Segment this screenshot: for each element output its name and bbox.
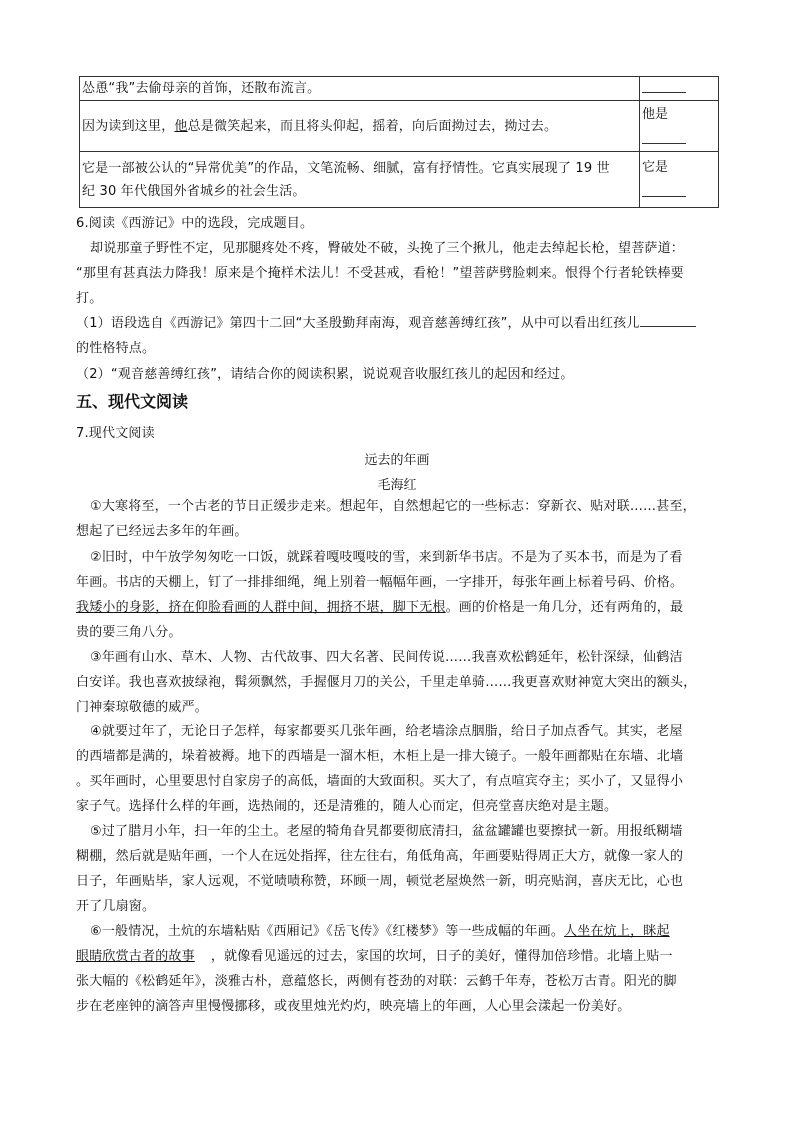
paragraph-line: ②旧时，中午放学匆匆吃一口饭，就踩着嘎吱嘎吱的雪，来到新华书店。不是为了买本书，而是为了看 (90, 550, 683, 565)
row-text-underlined: 他 (174, 118, 188, 134)
answer-blank[interactable] (642, 184, 686, 197)
paragraph-line: 想起了已经远去多年的年画。 (76, 524, 248, 539)
row-text-line1: 它是一部被公认的“异常优美”的作品，文笔流畅、细腻，富有抒情性。它真实展现了 19 世 (82, 160, 610, 176)
paragraph-text: ⑥一般情况，土炕的东墙粘贴《西厢记》《岳飞传》《红楼梦》等一些成幅的年画。 (90, 924, 565, 939)
answer-prefix: 它是 (642, 160, 669, 175)
table-row (80, 101, 719, 152)
table-cell-answer[interactable] (640, 77, 719, 101)
subquestion-text: （1）语段选自《西游记》第四十二回“大圣殷勤拜南海，观音慈善缚红孩”，从中可以看出红孩儿 (76, 316, 640, 331)
q6-passage-line: 却说那童子野性不定，见那腿疼处不疼，臀破处不破，头挽了三个揪儿，他走去绰起长枪，望菩萨道： (90, 241, 685, 256)
article-author: 毛海红 (377, 478, 417, 493)
table-cell-text (80, 152, 640, 208)
paragraph-line: ③年画有山水、草木、人物、古代故事、四大名著、民间传说……我喜欢松鹤延年，松针深绿，仙鹤洁 (90, 650, 683, 665)
underlined-sentence: 人坐在炕上，眯起 (564, 924, 670, 939)
q6-subquestion-2: （2）“观音慈善缚红孩”，请结合你的阅读积累，说说观音收服红孩儿的起因和经过。 (76, 367, 574, 382)
answer-blank[interactable] (642, 80, 686, 93)
paragraph-line (76, 598, 720, 618)
paragraph-line: 步在老座钟的滴答声里慢慢挪移，或夜里烛光灼灼，映亮墙上的年画，人心里会漾起一份美好。 (76, 999, 631, 1014)
table-cell-text (80, 77, 640, 101)
paragraph-line: ①大寒将至，一个古老的节日正缓步走来。想起年，自然想起它的一些标志：穿新衣、贴对联……甚至， (90, 499, 696, 514)
answer-blank[interactable] (642, 131, 686, 144)
paragraph-line: 。买年画时，心里要思忖自家房子的高低，墙面的大致面积。买大了，有点喧宾夺主；买小了，又显得小 (76, 774, 684, 789)
question-6-title: 6.阅读《西游记》中的选段，完成题目。 (76, 216, 314, 231)
q6-passage-line: “那里有甚真法力降我！原来是个掩样术法儿！不受甚戒，看枪！”望菩萨劈脸刺来。恨得个行者轮铁棒要 (76, 266, 684, 281)
paragraph-line: ④就要过年了，无论日子怎样，每家都要买几张年画，给老墙涂点胭脂，给日子加点香气。其实，老屋 (90, 724, 683, 739)
table-row (80, 152, 719, 208)
underlined-sentence: 眼睛欣赏古者的故事 (76, 949, 195, 964)
answer-blank[interactable] (640, 314, 696, 327)
paragraph-line: 门神秦琼敬德的威严。 (76, 700, 209, 715)
paragraph-line: 糊棚，然后就是贴年画，一个人在远处指挥，往左往右，角低角高，年画要贴得周正大方，就像一家人的 (76, 849, 684, 864)
paragraph-text: 。画的价格是一角几分，还有两角的，最 (445, 600, 684, 615)
paragraph-line: 日子，年画贴毕，家人远观，不觉啧啧称赞，环顾一周，顿觉老屋焕然一新，明亮贴润，喜庆无比，心也 (76, 874, 684, 889)
paragraph-line: 年画。书店的天棚上，钉了一排排细绳，绳上别着一幅幅年画，一字排开，每张年画上标着号码、价格。 (76, 575, 684, 590)
answer-prefix: 他是 (642, 107, 669, 122)
paragraph-line: 家子气。选择什么样的年画，选热闹的，还是清雅的，随人心而定，但亮堂喜庆绝对是主题。 (76, 799, 618, 814)
question-table (79, 76, 719, 208)
row-text: 怂恿“我”去偷母亲的首饰，还散布流言。 (82, 81, 321, 96)
row-text-pre: 因为读到这里， (82, 118, 175, 134)
question-7-title: 7.现代文阅读 (76, 426, 155, 441)
paragraph-line: 贵的要三角八分。 (76, 625, 182, 640)
row-text-post: 总是微笑起来，而且将头仰起，摇着，向后面拗过去，拗过去。 (187, 118, 558, 134)
paragraph-line (76, 947, 720, 967)
table-row (80, 77, 719, 101)
row-text-line2: 纪 30 年代俄国外省城乡的社会生活。 (82, 183, 306, 199)
q6-passage-line: 打。 (76, 291, 103, 306)
q6-subquestion-1-cont: 的性格特点。 (76, 341, 156, 356)
paragraph-line: ⑤过了腊月小年，扫一年的尘土。老屋的犄角旮旯都要彻底清扫，盆盆罐罐也要擦拭一新。用报纸糊墙 (90, 824, 683, 839)
underlined-sentence: 我矮小的身影，挤在仰脸看画的人群中间，拥挤不堪，脚下无根 (76, 600, 446, 615)
q6-subquestion-1 (76, 314, 720, 334)
paragraph-line: 开了几扇窗。 (76, 899, 156, 914)
paragraph-line: 白安详。我也喜欢披绿袍，髯须飘然，手握偃月刀的关公，千里走单骑……我更喜欢财神宽大突出的额头， (76, 675, 697, 690)
paragraph-line (90, 922, 734, 942)
paragraph-line: 的西墙都是满的，垛着被褥。地下的西墙是一溜木柜，木柜上是一排大镜子。一般年画都贴在东墙、北墙 (76, 749, 684, 764)
section-heading: 五、现代文阅读 (76, 392, 189, 411)
table-cell-answer[interactable] (640, 152, 719, 208)
paragraph-line: 张大幅的《松鹤延年》，淡雅古朴，意蕴悠长，两侧有苍劲的对联：云鹤千年寿，苍松万古青。阳光的脚 (76, 974, 677, 989)
table-cell-answer[interactable] (640, 101, 719, 152)
table-cell-text (80, 101, 640, 152)
paragraph-text: ，就像看见遥远的过去，家国的坎坷，日子的美好，懂得加倍珍惜。北墙上贴一 (210, 949, 673, 964)
article-title: 远去的年画 (364, 453, 430, 468)
